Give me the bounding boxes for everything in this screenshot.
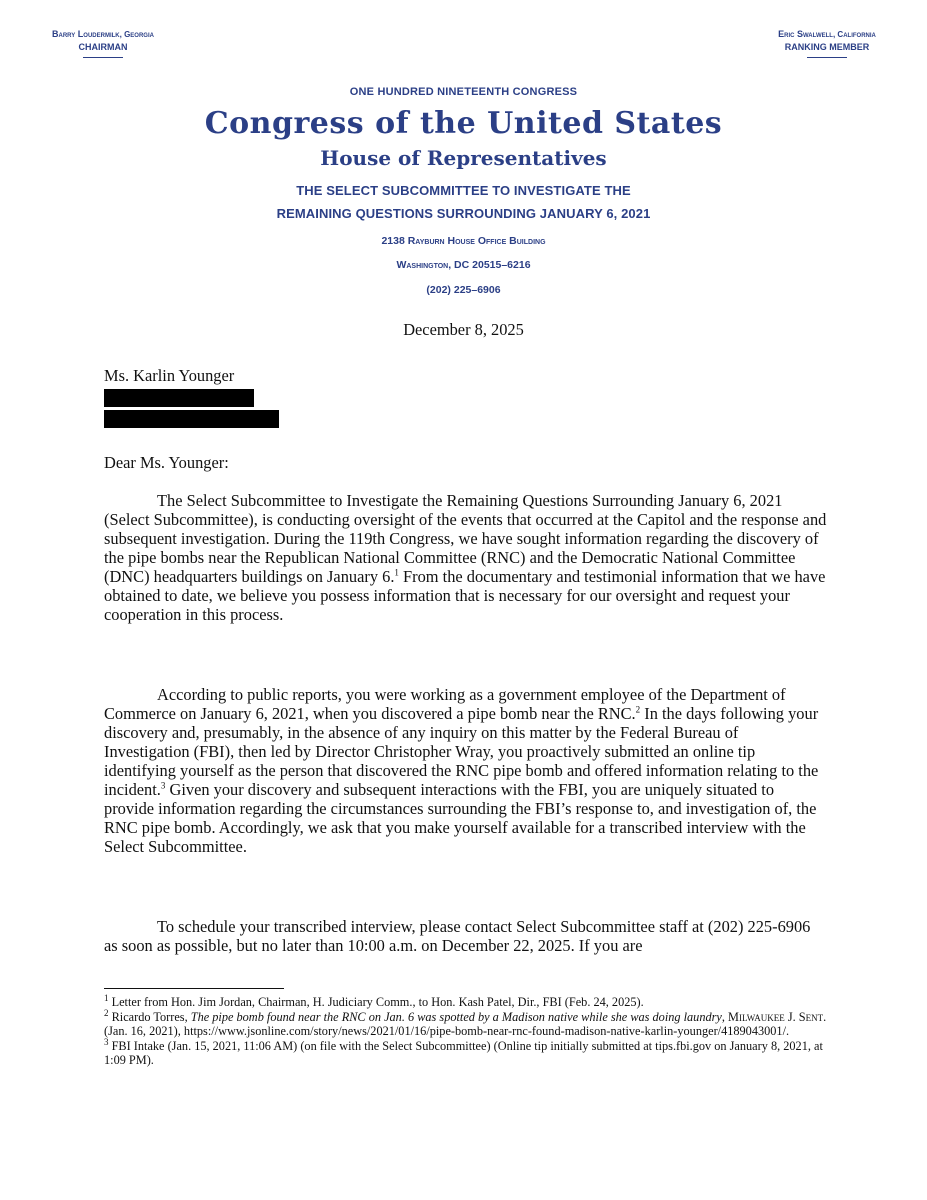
ranking-member-state: , California xyxy=(832,30,876,39)
address-line-2: Washington, DC 20515–6216 xyxy=(396,259,531,271)
paragraph-1-text-b: From the documentary and testimonial information that we have obtained to date, we believe you possess information that is necessary for our oversight and request your cooperation in this process. xyxy=(104,567,826,624)
recipient-name: Ms. Karlin Younger xyxy=(104,366,235,385)
committee-line-1: THE SELECT SUBCOMMITTEE TO INVESTIGATE THE xyxy=(296,183,631,198)
address-line-1: 2138 Rayburn House Office Building xyxy=(381,235,546,247)
house-title: House of Representatives xyxy=(320,146,607,170)
chairman-block xyxy=(28,28,178,58)
letter-date: December 8, 2025 xyxy=(403,320,524,339)
footnote-1 xyxy=(104,992,828,1010)
footnote-3-text: FBI Intake (Jan. 15, 2021, 11:06 AM) (on file with the Select Subcommittee) (Online tip initially submitted at tips.fbi.gov on January 8, 2021, at 1:09 PM). xyxy=(104,1038,823,1068)
footnote-3 xyxy=(104,1036,828,1068)
ranking-member-title: RANKING MEMBER xyxy=(784,42,870,52)
chairman-rule xyxy=(83,57,123,58)
footnote-1-text: Letter from Hon. Jim Jordan, Chairman, H. Judiciary Comm., to Hon. Kash Patel, Dir., FBI (Feb. 24, 2025). xyxy=(108,995,644,1009)
committee-line-2: REMAINING QUESTIONS SURROUNDING JANUARY 6, 2021 xyxy=(276,206,651,221)
footnote-ref-3: 3 xyxy=(160,780,166,791)
paragraph-3-text: To schedule your transcribed interview, please contact Select Subcommittee staff at (202) 225-6906 as soon as possible, but no later than 10:00 a.m. on December 22, 2025. If you are xyxy=(104,917,811,955)
paragraph-1-text: The Select Subcommittee to Investigate the Remaining Questions Surrounding January 6, 2021 (Select Subcommittee), is conducting oversight of the events that occurred at the Capitol and the response and subsequent investigation. During the 119th Congress, we have sought information regarding the discovery of the pipe bombs near the Republican National Committee (RNC) and the Democratic National Committee (DNC) headquarters buildings on January 6. xyxy=(104,491,827,586)
footnote-2-sep: , xyxy=(721,1009,729,1024)
ranking-member-block xyxy=(752,28,902,58)
paragraph-2 xyxy=(104,685,828,856)
footnote-divider xyxy=(104,988,284,989)
paragraph-3 xyxy=(104,917,828,955)
redacted-address-line-1 xyxy=(104,389,254,407)
footnote-1-number: 1 xyxy=(104,992,109,1003)
paragraph-2-text-a: According to public reports, you were working as a government employee of the Department of Commerce on January 6, 2021, when you discovered a pipe bomb near the RNC. xyxy=(104,685,786,723)
redacted-address-line-2 xyxy=(104,410,279,428)
footnote-2-title: The pipe bomb found near the RNC on Jan. 6 was spotted by a Madison native while she was doing laundry xyxy=(190,1009,722,1024)
footnote-2-source: Milwaukee J. Sent. xyxy=(728,1009,827,1024)
footnote-3-number: 3 xyxy=(104,1036,109,1047)
footnote-2-author: Ricardo Torres, xyxy=(108,1009,191,1024)
phone-number: (202) 225–6906 xyxy=(426,284,501,296)
ranking-member-name: Eric Swalwell xyxy=(778,29,833,39)
paragraph-1 xyxy=(104,491,828,624)
paragraph-2-text-b: In the days following your discovery and, presumably, in the absence of any inquiry on this matter by the Federal Bureau of Investigation (FBI), then led by Director Christopher Wray, you proactively submitted an online tip identifying yourself as the person that discovered the RNC pipe bomb and offered information relating to the incident. xyxy=(104,704,819,799)
footnotes xyxy=(104,992,828,1068)
paragraph-2-text-c: Given your discovery and subsequent interactions with the FBI, you are uniquely situated to provide information regarding the circumstances surrounding the FBI’s response to, and investigation of, the RNC pipe bomb. Accordingly, we ask that you make yourself available for a transcribed interview with the Select Subcommittee. xyxy=(104,780,817,856)
footnote-2 xyxy=(104,1007,828,1039)
chairman-title: CHAIRMAN xyxy=(78,42,128,52)
congress-title: Congress of the United States xyxy=(204,106,723,141)
ranking-member-rule xyxy=(807,57,847,58)
footnote-2-url[interactable]: (Jan. 16, 2021), https://www.jsonline.com/story/news/2021/01/16/pipe-bomb-near-rnc-found-madison-native-karlin-younger/4189043001/. xyxy=(104,1024,790,1039)
footnote-ref-2: 2 xyxy=(635,704,641,715)
congress-number: ONE HUNDRED NINETEENTH CONGRESS xyxy=(349,86,578,98)
footnote-ref-1: 1 xyxy=(394,567,399,578)
salutation: Dear Ms. Younger: xyxy=(104,453,229,472)
chairman-name: Barry Loudermilk xyxy=(52,29,120,39)
footnote-2-number: 2 xyxy=(104,1007,109,1018)
chairman-state: , Georgia xyxy=(119,30,154,39)
